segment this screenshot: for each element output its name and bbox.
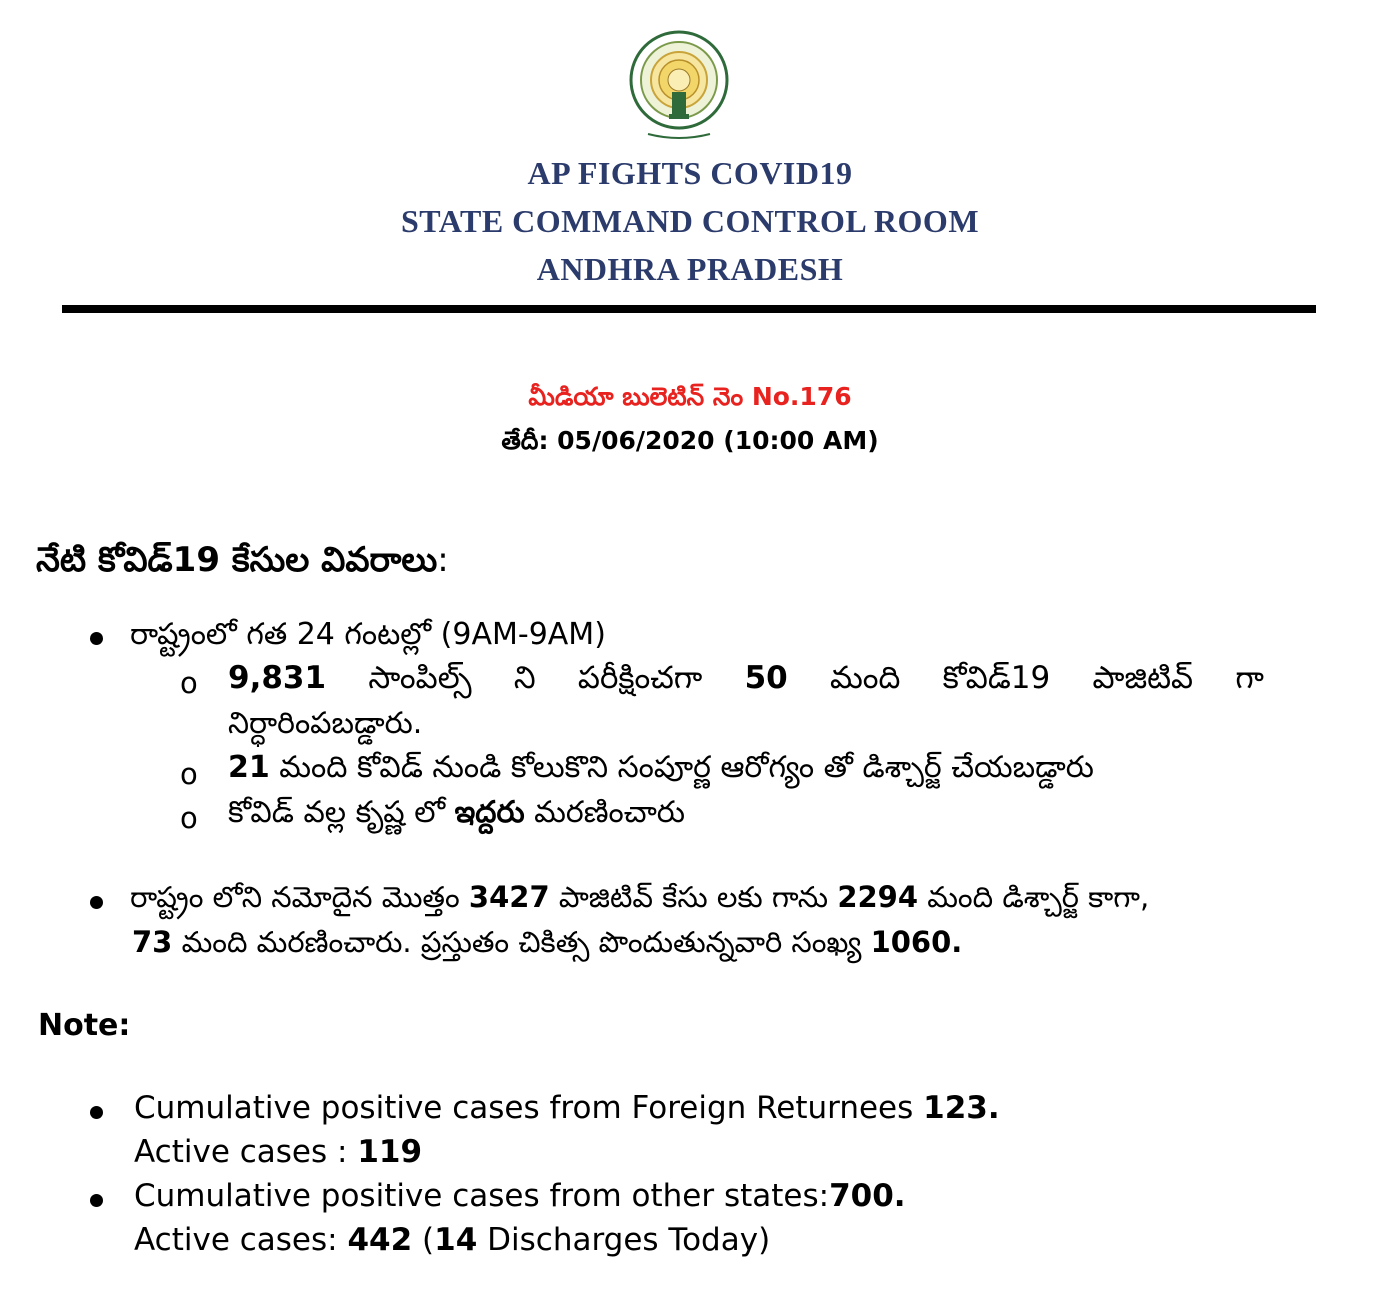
sub-bullet-3-pre: కోవిడ్ వల్ల కృష్ణ లో (228, 795, 455, 830)
note-item-2-text: Cumulative positive cases from other states: (134, 1178, 830, 1214)
foreign-active-count: 119 (357, 1134, 423, 1170)
other-states-count: 700. (829, 1178, 906, 1214)
bullet-2-line-2 (132, 925, 962, 967)
sub-bullet-1-word: గా (1235, 660, 1264, 696)
note-item-1-active-label: Active cases : (134, 1134, 358, 1170)
sub-bullet-3-bold: ఇద్దరు (454, 795, 525, 830)
active-treatment-count: 1060. (870, 925, 963, 959)
date-value: : 05/06/2020 (10:00 AM) (538, 426, 879, 455)
note-item-1-text: Cumulative positive cases from Foreign Returnees (134, 1090, 924, 1126)
sub-bullet-marker: o (180, 757, 198, 791)
sub-bullet-2 (228, 750, 1094, 792)
sub-bullet-2-text: మంది కోవిడ్ నుండి కోలుకొని సంపూర్ణ ఆరోగ్యం తో డిశ్చార్జ్ చేయబడ్డారు (269, 750, 1094, 785)
sub-bullet-1-word: పాజిటివ్ (1092, 660, 1194, 696)
sub-bullet-1-word: పరీక్షించగా (577, 660, 703, 696)
bullet-2-text-4: మంది మరణించారు. ప్రస్తుతం చికిత్స పొందుతున్నవారి సంఖ్య (172, 925, 871, 959)
total-deaths-count: 73 (132, 925, 173, 959)
sub-bullet-1-word: 9,831 (228, 660, 327, 696)
sub-bullet-1-word: ని (513, 660, 536, 696)
bullet-dot (90, 1194, 103, 1207)
sub-bullet-1-word: సాంపిల్స్ (368, 660, 472, 696)
total-discharged-count: 2294 (837, 880, 919, 914)
sub-bullet-1-line (228, 660, 1264, 703)
note-item-1-active (134, 1134, 422, 1170)
section-title (36, 540, 449, 588)
sub-bullet-1-continuation: నిర్ధారింపబడ్డారు. (228, 706, 423, 741)
sub-bullet-marker: o (180, 801, 198, 835)
state-emblem-icon (628, 30, 730, 140)
bullet-dot (90, 632, 103, 645)
total-positive-count: 3427 (468, 880, 550, 914)
bullet-2-text-1: రాష్ట్రం లోని నమోదైన మొత్తం (130, 880, 469, 914)
bulletin-date (0, 426, 1380, 462)
sub-bullet-marker: o (180, 666, 198, 700)
sub-bullet-3-post: మరణించారు (524, 795, 685, 830)
recovered-count: 21 (228, 750, 270, 785)
bullet-dot (90, 896, 103, 909)
note-item-2-active (134, 1222, 770, 1258)
sub-bullet-1-word: మంది (829, 660, 901, 696)
note-item-2 (134, 1178, 906, 1214)
header-line-2: STATE COMMAND CONTROL ROOM (400, 203, 980, 239)
note-item-1 (134, 1090, 1000, 1126)
sub-bullet-1-word: కోవిడ్19 (942, 660, 1051, 696)
section-title-text: నేటి కోవిడ్19 కేసుల వివరాలు (36, 540, 438, 580)
header-line-3: ANDHRA PRADESH (536, 251, 844, 287)
section-title-colon: : (437, 540, 449, 580)
note-item-2-discharges-text: Discharges Today) (477, 1222, 771, 1258)
bullet-2-text-2: పాజిటివ్ కేసు లకు గాను (549, 880, 838, 914)
bullet-2-line-1 (130, 880, 1149, 922)
sub-bullet-1-word: 50 (744, 660, 788, 696)
note-item-2-open: ( (412, 1222, 435, 1258)
bulletin-title: మీడియా బులెటిన్ నెం No.176 (528, 382, 852, 411)
note-item-2-active-label: Active cases: (134, 1222, 348, 1258)
bullet-1-text: రాష్ట్రంలో గత 24 గంటల్లో (9AM-9AM) (130, 617, 606, 652)
foreign-returnees-count: 123. (923, 1090, 1000, 1126)
note-label: Note: (38, 1008, 131, 1043)
sub-bullet-3 (228, 795, 685, 837)
bullet-dot (90, 1106, 103, 1119)
bullet-2-text-3: మంది డిశ్చార్జ్ కాగా, (918, 880, 1150, 914)
header-line-1: AP FIGHTS COVID19 (527, 155, 853, 191)
date-label: తేదీ (501, 426, 539, 455)
discharges-today-count: 14 (434, 1222, 478, 1258)
header-divider (62, 305, 1316, 313)
other-states-active-count: 442 (347, 1222, 413, 1258)
